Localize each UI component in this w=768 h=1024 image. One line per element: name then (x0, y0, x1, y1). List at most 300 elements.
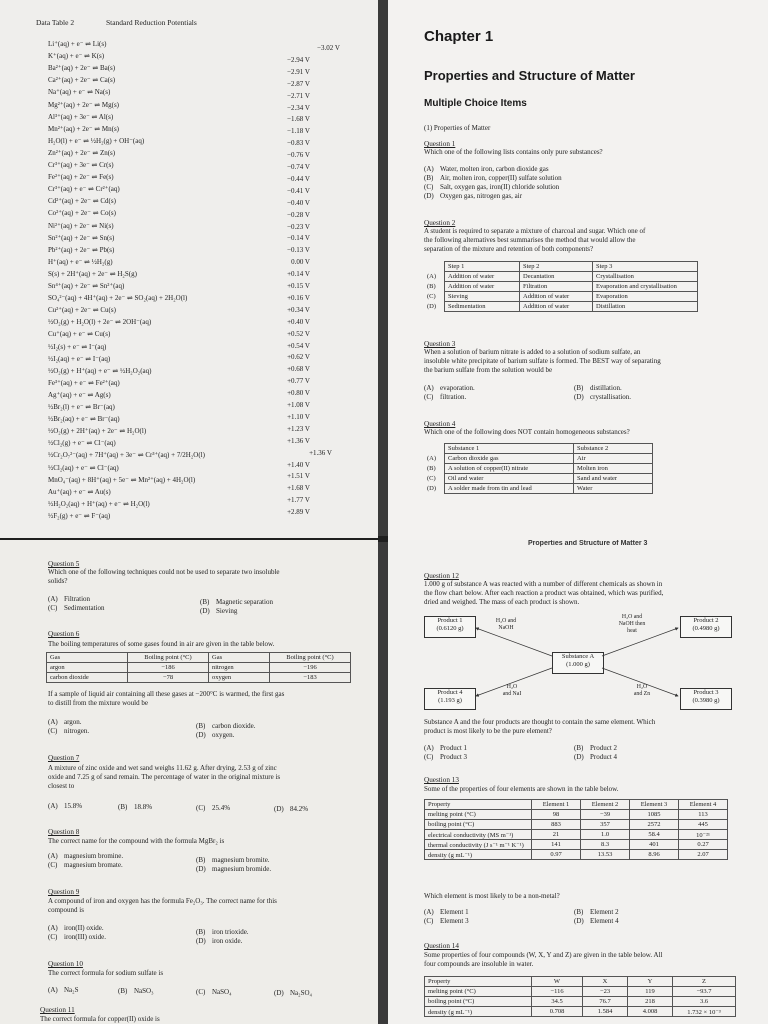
reduction-potential: −0.83 V (287, 139, 310, 148)
table-header-row (425, 800, 728, 810)
reduction-reaction: ½Cl₂(aq) + e⁻ ⇌ Cl⁻(aq) (48, 463, 119, 472)
option-text: Product 1 (440, 744, 468, 752)
option-row (424, 744, 467, 753)
question-1-heading: Question 1 (424, 140, 456, 148)
table-cell: boiling point (°C) (425, 820, 532, 830)
question-3-text-3: the barium sulfate from the solution would be (424, 366, 553, 374)
option-text: NaSO₃ (134, 987, 154, 995)
question-4-heading: Question 4 (424, 420, 456, 428)
reduction-reaction: S(s) + 2H⁺(aq) + 2e⁻ ⇌ H₂S(g) (48, 269, 137, 278)
table-cell: −196 (270, 663, 351, 673)
option-row (574, 753, 617, 762)
reduction-reaction: ½O₂(g) + 2H⁺(aq) + 2e⁻ ⇌ H₂O(l) (48, 427, 147, 436)
reduction-potential: −0.44 V (287, 174, 310, 183)
table-header: W (532, 977, 583, 987)
option-text: nitrogen. (64, 727, 90, 735)
option-row (48, 924, 104, 933)
option-letter: (D) (274, 805, 284, 813)
question-12-text-1: 1.000 g of substance A was reacted with a number of different chemicals as shown in (424, 580, 663, 588)
table-cell: 119 (628, 987, 673, 997)
option-letter: (B) (196, 856, 206, 864)
question-7-heading: Question 7 (48, 754, 80, 762)
question-10-heading: Question 10 (48, 960, 83, 968)
option-letter: (D) (574, 753, 584, 761)
option-row (574, 908, 619, 917)
reduction-potential: +0.40 V (287, 317, 310, 326)
reduction-potential: −2.71 V (287, 91, 310, 100)
table-cell: 1.732 × 10⁻³ (673, 1007, 736, 1017)
option-row (574, 744, 617, 753)
table-header: X (583, 977, 628, 987)
question-3-text-1: When a solution of barium nitrate is added to a solution of sodium sulfate, an (424, 348, 641, 356)
table-cell: −116 (532, 987, 583, 997)
table-header: Element 3 (630, 800, 679, 810)
reduction-reaction: ½Br₂(aq) + e⁻ ⇌ Br⁻(aq) (48, 415, 120, 424)
table-row (424, 484, 653, 494)
reduction-potential: −2.87 V (287, 79, 310, 88)
box-mass: (1.193 g) (438, 697, 462, 704)
option-letter: (A) (48, 986, 58, 994)
option-text: magnesium bromide. (212, 865, 272, 873)
option-row (196, 731, 234, 740)
option-text: iron oxide. (212, 937, 243, 945)
option-text: iron(II) oxide. (64, 924, 104, 932)
reduction-reaction: Ca²⁺(aq) + 2e⁻ ⇌ Ca(s) (48, 76, 116, 85)
table-row (424, 302, 698, 312)
table-header: Property (425, 977, 532, 987)
option-letter: (D) (574, 393, 584, 401)
question-12-heading: Question 12 (424, 572, 459, 580)
reduction-potential: +2.89 V (287, 508, 310, 517)
reduction-potential: 0.00 V (291, 258, 310, 267)
question-8-heading: Question 8 (48, 828, 80, 836)
table-cell: 0.27 (679, 840, 728, 850)
option-text: carbon dioxide. (212, 722, 256, 730)
option-row (574, 917, 619, 926)
reduction-potential: −0.74 V (287, 163, 310, 171)
reduction-reaction: Sn²⁺(aq) + 2e⁻ ⇌ Sn(s) (48, 233, 115, 242)
table-cell: 401 (630, 840, 679, 850)
table-cell: −39 (581, 810, 630, 820)
table-cell: nitrogen (209, 663, 270, 673)
reduction-reaction: H₂O(l) + e⁻ ⇌ ½H₂(g) + OH⁻(aq) (48, 136, 145, 145)
table-header: Element 4 (679, 800, 728, 810)
reduction-reaction: Ba²⁺(aq) + 2e⁻ ⇌ Ba(s) (48, 64, 116, 73)
reduction-reaction: Co²⁺(aq) + 2e⁻ ⇌ Co(s) (48, 209, 116, 218)
option-text: magnesium bromite. (212, 856, 270, 864)
option-text: Element 1 (440, 908, 469, 916)
option-letter: (B) (574, 744, 584, 752)
option-letter: (C) (424, 183, 434, 191)
box-label: Substance A (561, 653, 595, 660)
reduction-reaction: Li⁺(aq) + e⁻ ⇌ Li(s) (48, 40, 107, 48)
option-text: distillation. (590, 384, 622, 392)
option-row (424, 165, 562, 174)
reduction-reaction: Al³⁺(aq) + 3e⁻ ⇌ Al(s) (48, 112, 114, 121)
reduction-potential: +1.23 V (287, 424, 310, 433)
option-row (196, 988, 232, 997)
box-label: Product 3 (693, 689, 719, 696)
reduction-reaction: Cr³⁺(aq) + e⁻ ⇌ Cr²⁺(aq) (48, 185, 120, 194)
reagent-line: and Zn (633, 691, 651, 697)
option-letter: (B) (427, 283, 436, 290)
table-header: Z (673, 977, 736, 987)
table-cell: 1.584 (583, 1007, 628, 1017)
table-cell: Addition of water (445, 282, 520, 292)
table-row (424, 282, 698, 292)
reagent-label-1 (488, 618, 524, 632)
table-cell: Evaporation and crystallisation (593, 282, 698, 292)
reagent-line: heat (627, 628, 637, 634)
option-text: Na₂SO₄ (290, 989, 312, 997)
table-cell: 98 (532, 810, 581, 820)
reduction-reaction: Sn⁴⁺(aq) + 2e⁻ ⇌ Sn²⁺(aq) (48, 282, 125, 290)
option-text: 84.2% (290, 805, 309, 813)
option-row (424, 192, 562, 201)
table-header: Y (628, 977, 673, 987)
table-cell: electrical conductivity (MS m⁻¹) (425, 830, 532, 840)
option-letter: (A) (424, 384, 434, 392)
option-letter: (A) (424, 744, 434, 752)
question-1-text: Which one of the following lists contains only pure substances? (424, 148, 603, 156)
reagent-label-4 (496, 684, 528, 698)
option-letter: (A) (424, 165, 434, 173)
table-cell: −93.7 (673, 987, 736, 997)
table-header: Element 1 (532, 800, 581, 810)
option-letter: (B) (196, 928, 206, 936)
option-row (118, 987, 154, 996)
reduction-potential: +1.36 V (309, 448, 332, 457)
table-row (424, 272, 698, 282)
question-6-after-2: to distill from the mixture would be (48, 699, 148, 707)
question-11-heading: Question 11 (40, 1006, 75, 1014)
table-row (425, 997, 736, 1007)
question-5-text-2: solids? (48, 577, 68, 585)
table-header: Boiling point (°C) (128, 653, 209, 663)
question-2-table (424, 261, 698, 312)
box-label: Product 4 (437, 689, 463, 696)
option-row (48, 852, 123, 861)
question-9-text-2: compound is (48, 906, 84, 914)
question-2-table-wrap (424, 261, 698, 312)
option-letter: (B) (200, 598, 210, 606)
question-7-text-2: oxide and 7.25 g of sand remain. The percentage of water in the original mixture is (48, 773, 281, 781)
option-text: Magnetic separation (216, 598, 273, 606)
option-text: NaSO₄ (212, 988, 232, 996)
reduction-potential: −0.14 V (287, 234, 310, 243)
option-letter: (D) (424, 192, 434, 200)
option-letter: (A) (427, 273, 437, 280)
question-3-text-2: insoluble white precipitate of barium sulfate is formed. The BEST way of separating (424, 357, 661, 365)
question-9-heading: Question 9 (48, 888, 80, 896)
table-cell: 13.53 (581, 850, 630, 860)
option-letter: (C) (48, 933, 58, 941)
option-text: oxygen. (212, 731, 235, 739)
option-text: Air, molten iron, copper(II) sulfate solution (440, 174, 562, 182)
table-cell: 10⁻²¹ (679, 830, 728, 840)
table-cell: Air (574, 454, 653, 464)
option-letter: (B) (574, 908, 584, 916)
table-cell: 58.4 (630, 830, 679, 840)
reduction-potential: +1.36 V (287, 436, 310, 445)
option-text: Element 3 (440, 917, 469, 925)
option-row (424, 183, 562, 192)
option-letter: (C) (424, 753, 434, 761)
data-table-heading (36, 18, 227, 27)
question-12-after-1: Substance A and the four products are thought to contain the same element. Which (424, 718, 656, 726)
table-row (425, 810, 728, 820)
option-row (274, 805, 308, 814)
questions-5-11-page (0, 540, 378, 1024)
reduction-potential: −2.34 V (287, 103, 310, 112)
question-13-table-wrap (424, 799, 728, 860)
table-cell: Crystallisation (593, 272, 698, 282)
reduction-reaction: Na⁺(aq) + e⁻ ⇌ Na(s) (48, 88, 111, 97)
option-row (200, 607, 237, 616)
question-7-text-3: closest to (48, 782, 75, 790)
option-row (196, 722, 256, 731)
table-header-row (47, 653, 351, 663)
option-row (196, 928, 249, 937)
option-text: Na₂S (64, 986, 79, 994)
question-7-text-1: A mixture of zinc oxide and wet sand weighs 11.62 g. After drying, 2.53 g of zinc (48, 764, 277, 772)
reduction-potential: −0.23 V (287, 222, 310, 231)
option-row (424, 917, 469, 926)
option-row (424, 753, 467, 762)
question-13-after: Which element is most likely to be a non-metal? (424, 892, 560, 900)
option-text: 15.8% (64, 802, 83, 810)
reduction-reaction: Ag⁺(aq) + e⁻ ⇌ Ag(s) (48, 390, 111, 399)
table-cell: 445 (679, 820, 728, 830)
reduction-potential: +1.51 V (287, 472, 310, 481)
option-letter: (D) (196, 865, 206, 873)
table-cell: −183 (270, 673, 351, 683)
table-cell: Distillation (593, 302, 698, 312)
table-cell: 8.3 (581, 840, 630, 850)
question-13-table (424, 799, 728, 860)
reduction-reaction: SO₄²⁻(aq) + 4H⁺(aq) + 2e⁻ ⇌ SO₂(aq) + 2H₂O(l) (48, 294, 188, 303)
question-9-text-1: A compound of iron and oxygen has the formula Fe₂O₃. The correct name for this (48, 897, 277, 905)
option-row (424, 384, 475, 393)
table-header: Gas (47, 653, 128, 663)
table-cell (424, 444, 445, 454)
table-cell: Filtration (520, 282, 593, 292)
subsection-heading: (1) Properties of Matter (424, 124, 491, 132)
table-cell: 8.96 (630, 850, 679, 860)
table-header-row (424, 262, 698, 272)
table-cell: oxygen (209, 673, 270, 683)
table-cell: 1.0 (581, 830, 630, 840)
table-cell: carbon dioxide (47, 673, 128, 683)
option-letter: (B) (118, 987, 128, 995)
table-cell: Sedimentation (445, 302, 520, 312)
table-cell: 76.7 (583, 997, 628, 1007)
question-13-text: Some of the properties of four elements are shown in the table below. (424, 785, 619, 793)
option-text: magnesium bromate. (64, 861, 123, 869)
question-12-text-2: the flow chart below. After each reaction a product was obtained, which was purified, (424, 589, 664, 597)
table-row (47, 673, 351, 683)
option-letter: (C) (427, 293, 436, 300)
table-cell: 34.5 (532, 997, 583, 1007)
running-head: Properties and Structure of Matter 3 (528, 540, 648, 547)
option-row (48, 595, 90, 604)
reduction-reaction: Cu²⁺(aq) + 2e⁻ ⇌ Cu(s) (48, 306, 116, 315)
table-header: Step 3 (593, 262, 698, 272)
reduction-potential: +0.77 V (287, 377, 310, 386)
question-14-table-wrap (424, 976, 736, 1017)
option-text: Water, molten iron, carbon dioxide gas (440, 165, 549, 173)
table-header: Property (425, 800, 532, 810)
option-letter: (A) (48, 924, 58, 932)
table-row (425, 987, 736, 997)
option-text: Product 2 (590, 744, 618, 752)
question-6-table (46, 652, 351, 683)
option-text: magnesium bromine. (64, 852, 124, 860)
chapter-title: Chapter 1 (424, 28, 494, 45)
reduction-potential: +0.68 V (287, 365, 310, 374)
table-cell: Molten iron (574, 464, 653, 474)
question-6-table-wrap (46, 652, 351, 683)
flow-chart-arrows (388, 540, 768, 740)
option-row (574, 384, 622, 393)
reagent-line: NaOH (498, 625, 514, 631)
table-header: Boiling point (°C) (270, 653, 351, 663)
table-row (425, 850, 728, 860)
reagent-line: and NaI (502, 691, 522, 697)
table-cell: argon (47, 663, 128, 673)
question-4-text: Which one of the following does NOT contain homogeneous substances? (424, 428, 630, 436)
option-letter: (B) (427, 465, 436, 472)
box-mass: (0.4980 g) (692, 625, 720, 632)
reduction-potential: +1.40 V (287, 460, 310, 469)
table-cell: 2.07 (679, 850, 728, 860)
option-text: Salt, oxygen gas, iron(II) chloride solution (440, 183, 560, 191)
reduction-reaction: Cr³⁺(aq) + 3e⁻ ⇌ Cr(s) (48, 161, 114, 169)
table-cell: Sieving (445, 292, 520, 302)
question-13-heading: Question 13 (424, 776, 459, 784)
reduction-reaction: Mg²⁺(aq) + 2e⁻ ⇌ Mg(s) (48, 100, 120, 109)
table-header: Substance 2 (574, 444, 653, 454)
reduction-potential: +0.80 V (287, 389, 310, 398)
reduction-reaction: Mn²⁺(aq) + 2e⁻ ⇌ Mn(s) (48, 124, 120, 133)
table-cell: Decantation (520, 272, 593, 282)
question-6-text: The boiling temperatures of some gases found in air are given in the table below. (48, 640, 275, 648)
option-text: iron trioxide. (212, 928, 249, 936)
option-text: Sedimentation (64, 604, 105, 612)
option-letter: (B) (196, 722, 206, 730)
option-row (48, 802, 82, 811)
option-letter: (C) (196, 804, 206, 812)
reduction-potential: −0.13 V (287, 246, 310, 255)
option-text: Element 2 (590, 908, 619, 916)
option-text: argon. (64, 718, 82, 726)
question-4-table-wrap (424, 443, 653, 494)
option-letter: (A) (48, 802, 58, 810)
option-letter: (A) (48, 718, 58, 726)
box-mass: (0.6120 g) (436, 625, 464, 632)
table-cell: density (g mL⁻¹) (425, 1007, 532, 1017)
option-letter: (C) (48, 861, 58, 869)
reagent-line: H₂O and (495, 618, 517, 624)
table-header: Step 1 (445, 262, 520, 272)
question-6-heading: Question 6 (48, 630, 80, 638)
table-cell: −23 (583, 987, 628, 997)
questions-12-14-page (388, 540, 768, 1024)
option-text: iron(III) oxide. (64, 933, 106, 941)
reduction-potential: −2.94 V (287, 55, 310, 64)
reduction-reaction: ½O₂(g) + H₂O(l) + 2e⁻ ⇌ 2OH⁻(aq) (48, 318, 152, 327)
option-row (48, 604, 104, 613)
question-3-heading: Question 3 (424, 340, 456, 348)
option-letter: (A) (427, 455, 437, 462)
table-cell: 0.97 (532, 850, 581, 860)
reduction-potential: −0.28 V (287, 210, 310, 219)
reduction-potential: +0.62 V (287, 353, 310, 362)
reduction-potential: +0.14 V (287, 270, 310, 279)
option-letter: (A) (424, 908, 434, 916)
reduction-potential: −2.91 V (287, 67, 310, 76)
table-cell: Evaporation (593, 292, 698, 302)
table-cell: 2572 (630, 820, 679, 830)
option-letter: (B) (118, 803, 128, 811)
option-letter: (B) (574, 384, 584, 392)
reduction-potential: +0.15 V (287, 282, 310, 290)
option-text: 25.4% (212, 804, 231, 812)
reduction-reaction: ½O₂(g) + H⁺(aq) + e⁻ ⇌ ½H₂O₂(aq) (48, 366, 152, 375)
reduction-potential: −3.02 V (317, 44, 340, 52)
table-row (425, 830, 728, 840)
table-row (424, 454, 653, 464)
option-letter: (C) (48, 727, 58, 735)
question-4-table (424, 443, 653, 494)
option-text: evaporation. (440, 384, 475, 392)
question-8-text: The correct name for the compound with the formula MgBr₂ is (48, 837, 225, 845)
table-cell: Addition of water (445, 272, 520, 282)
option-letter: (D) (196, 937, 206, 945)
option-letter: (D) (200, 607, 210, 615)
option-letter: (D) (427, 303, 437, 310)
reagent-label-2 (610, 614, 654, 635)
table-cell: 218 (628, 997, 673, 1007)
question-6-after-1: If a sample of liquid air containing all these gases at −200°C is warmed, the first gas (48, 690, 285, 698)
table-cell: 113 (679, 810, 728, 820)
option-row (196, 937, 242, 946)
option-letter: (C) (424, 393, 434, 401)
table-header-row (424, 444, 653, 454)
option-letter: (C) (196, 988, 206, 996)
reduction-reaction: ½I₂(s) + e⁻ ⇌ I⁻(aq) (48, 342, 107, 351)
question-2-text-1: A student is required to separate a mixture of charcoal and sugar. Which one of (424, 227, 646, 235)
reduction-potentials-page (0, 0, 378, 538)
option-letter: (A) (48, 852, 58, 860)
option-row (196, 804, 230, 813)
question-5-heading: Question 5 (48, 560, 80, 568)
reagent-line: H₂O and (621, 614, 643, 620)
reduction-potential: −0.41 V (287, 186, 310, 195)
table-header: Substance 1 (445, 444, 574, 454)
reduction-reaction: Zn²⁺(aq) + 2e⁻ ⇌ Zn(s) (48, 148, 116, 157)
option-row (424, 908, 469, 917)
option-letter: (D) (427, 485, 437, 492)
reduction-reaction: ½Cr₂O₇²⁻(aq) + 7H⁺(aq) + 3e⁻ ⇌ Cr³⁺(aq) + 7/2H₂O(l) (48, 451, 205, 460)
reduction-potential: +0.16 V (287, 293, 310, 302)
reduction-potential: +1.68 V (287, 484, 310, 493)
table-row (424, 292, 698, 302)
reduction-potential: +1.77 V (287, 496, 310, 505)
table-cell: 21 (532, 830, 581, 840)
option-letter: (D) (274, 989, 284, 997)
question-12-text-3: dried and weighed. The mass of each product is shown. (424, 598, 580, 606)
